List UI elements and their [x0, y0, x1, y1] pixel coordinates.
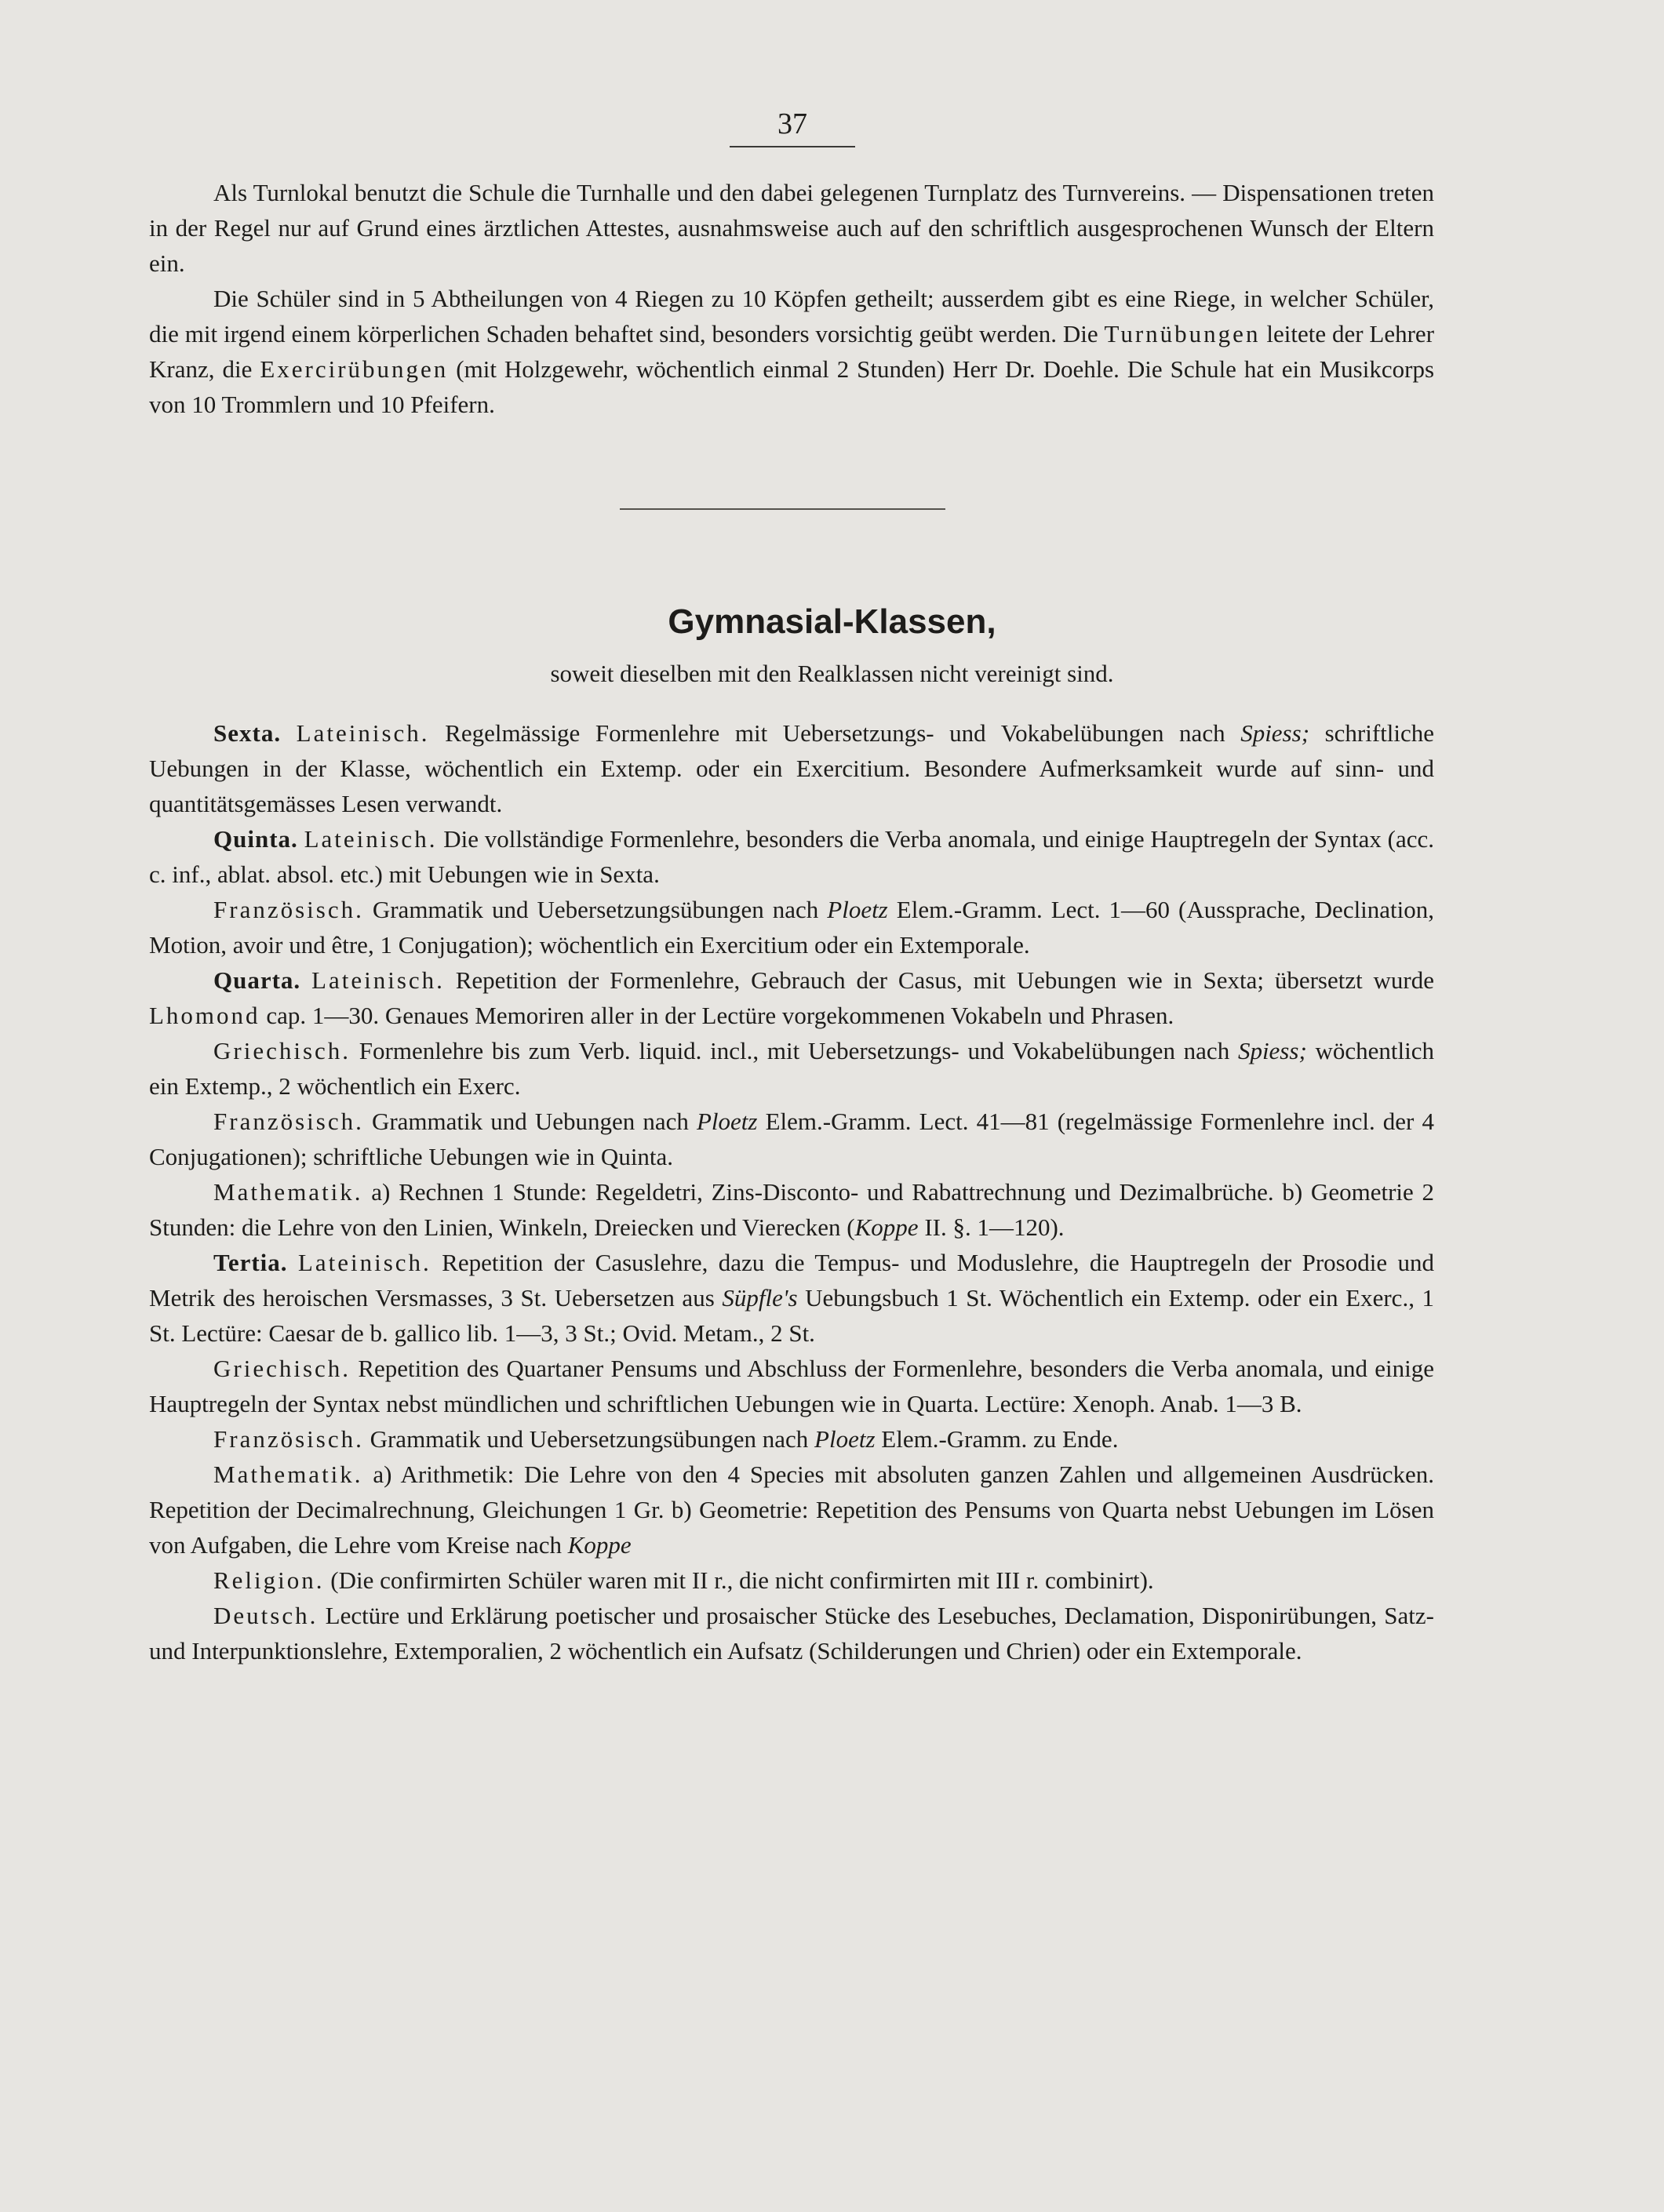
sexta-latein: Sexta. Lateinisch. Regelmässige Formenlehre mit Uebersetzungs- und Vokabelübungen nach Spiess; schriftliche Uebungen in der Klasse, wöchentlich ein Extemp. oder ein Exercitium. Besondere Aufmerksamkeit wurde auf sinn- und quantitätsgemässes Lesen verwandt. — [149, 719, 1435, 817]
subject-label: Griechisch. — [213, 1037, 351, 1064]
page-number-rule — [730, 146, 855, 147]
curriculum-block — [149, 715, 1434, 1668]
term-turnuebungen: Turnübungen — [1104, 320, 1261, 347]
tertia-mathe: Mathematik. a) Arithmetik: Die Lehre von den 4 Species mit absoluten ganzen Zahlen und allgemeinen Ausdrücken. Repetition der Decimalrechnung, Gleichungen 1 Gr. b) Geometrie: Repetition des Pensums von Quarta nebst Uebungen im Lösen von Aufgaben, die Lehre vom Kreise nach Koppe — [149, 1461, 1434, 1559]
subject-label: Religion. — [213, 1566, 325, 1594]
subject-label: Griechisch. — [213, 1355, 351, 1382]
page-number: 37 — [777, 107, 807, 140]
subject-label: Lateinisch. — [311, 966, 445, 994]
quarta-latein: Quarta. Lateinisch. Repetition der Formenlehre, Gebrauch der Casus, mit Uebungen wie in Sexta; übersetzt wurde Lhomond cap. 1—30. Genaues Memoriren aller in der Lectüre vorgekommenen Vokabeln und Phrasen. — [149, 966, 1435, 1029]
subject-label: Lateinisch. — [297, 1249, 431, 1276]
section-subtitle: soweit dieselben mit den Realklassen nicht vereinigt sind. — [550, 660, 1114, 687]
tertia-latein: Tertia. Lateinisch. Repetition der Casuslehre, dazu die Tempus- und Moduslehre, die Hauptregeln der Prosodie und Metrik des heroischen Versmasses, 3 St. Uebersetzen aus Süpfle's Uebungsbuch 1 St. Wöchentlich ein Extemp. oder ein Exerc., 1 St. Lectüre: Caesar de b. gallico lib. 1—3, 3 St.; Ovid. Metam., 2 St. — [149, 1249, 1435, 1347]
author-name: Koppe — [567, 1531, 632, 1559]
subject-label: Deutsch. — [213, 1602, 319, 1629]
tertia-franz: Französisch. Grammatik und Uebersetzungsübungen nach Ploetz Elem.-Gramm. zu Ende. — [213, 1425, 1119, 1453]
term-exercirubungen: Exercirübungen — [260, 355, 449, 383]
subject-label: Lateinisch. — [296, 719, 430, 747]
tertia-religion: Religion. (Die confirmirten Schüler waren mit II r., die nicht confirmirten mit III r. combinirt). — [213, 1566, 1154, 1594]
subject-label: Mathematik. — [213, 1178, 363, 1206]
author-name: Lhomond — [149, 1002, 260, 1029]
grade-quinta: Quinta. — [213, 825, 298, 853]
grade-quarta: Quarta. — [213, 966, 301, 994]
section-title: Gymnasial-Klassen, — [668, 602, 996, 641]
quarta-mathe: Mathematik. a) Rechnen 1 Stunde: Regeldetri, Zins-Disconto- und Rabattrechnung und Dezimalbrüche. b) Geometrie 2 Stunden: die Lehre von den Linien, Winkeln, Dreiecken und Vierecken (Koppe II. §. 1—120). — [149, 1178, 1434, 1241]
quarta-griech: Griechisch. Formenlehre bis zum Verb. liquid. incl., mit Uebersetzungs- und Vokabelübungen nach Spiess; wöchentlich ein Extemp., 2 wöchentlich ein Exerc. — [149, 1037, 1435, 1100]
grade-tertia: Tertia. — [213, 1249, 288, 1276]
subject-label: Französisch. — [213, 1425, 364, 1453]
author-name: Spiess; — [1240, 719, 1310, 747]
paragraph-abtheilungen: Die Schüler sind in 5 Abtheilungen von 4 Riegen zu 10 Köpfen getheilt; ausserdem gibt es eine Riege, in welcher Schüler, die mit irgend einem körperlichen Schaden behaftet sind, besonders vorsichtig geübt werden. Die Turnübungen leitete der Lehrer Kranz, die Exercirübungen (mit Holzgewehr, wöchentlich einmal 2 Stunden) Herr Dr. Doehle. Die Schule hat ein Musikcorps von 10 Trommlern und 10 Pfeifern. — [149, 285, 1435, 418]
tertia-griech: Griechisch. Repetition des Quartaner Pensums und Abschluss der Formenlehre, besonders die Verba anomala, und einige Hauptregeln der Syntax nebst mündlichen und schriftlichen Uebungen wie in Quarta. Lectüre: Xenoph. Anab. 1—3 B. — [149, 1355, 1435, 1417]
grade-sexta: Sexta. — [213, 719, 282, 747]
quarta-franz: Französisch. Grammatik und Uebungen nach Ploetz Elem.-Gramm. Lect. 41—81 (regelmässige Formenlehre incl. der 4 Conjugationen); schriftliche Uebungen wie in Quinta. — [149, 1108, 1434, 1170]
subject-label: Französisch. — [213, 896, 364, 923]
quinta-franz: Französisch. Grammatik und Uebersetzungsübungen nach Ploetz Elem.-Gramm. Lect. 1—60 (Aussprache, Declination, Motion, avoir und être, 1 Conjugation); wöchentlich ein Exercitium oder ein Extemporale. — [149, 896, 1435, 959]
subject-label: Lateinisch. — [304, 825, 438, 853]
author-name: Ploetz — [814, 1425, 876, 1453]
author-name: Koppe — [854, 1213, 919, 1241]
paragraph-turnlokal: Als Turnlokal benutzt die Schule die Turnhalle und den dabei gelegenen Turnplatz des Turnvereins. — Dispensationen treten in der Regel nur auf Grund eines ärztlichen Attestes, ausnahmsweise auch auf den schriftlich ausgesprochenen Wunsch der Eltern ein. — [149, 179, 1434, 277]
subject-label: Mathematik. — [213, 1461, 363, 1488]
quinta-latein: Quinta. Lateinisch. Die vollständige Formenlehre, besonders die Verba anomala, und einige Hauptregeln der Syntax (acc. c. inf., ablat. absol. etc.) mit Uebungen wie in Sexta. — [149, 825, 1434, 888]
section-divider — [620, 508, 945, 510]
top-text-block — [149, 175, 1434, 422]
author-name: Süpfle's — [722, 1284, 798, 1312]
author-name: Spiess; — [1237, 1037, 1307, 1064]
author-name: Ploetz — [697, 1108, 758, 1135]
author-name: Ploetz — [827, 896, 888, 923]
tertia-deutsch: Deutsch. Lectüre und Erklärung poetischer und prosaischer Stücke des Lesebuches, Declamation, Disponirübungen, Satz- und Interpunktionslehre, Extemporalien, 2 wöchentlich ein Aufsatz (Schilderungen und Chrien) oder ein Extemporale. — [149, 1602, 1435, 1664]
subject-label: Französisch. — [213, 1108, 364, 1135]
